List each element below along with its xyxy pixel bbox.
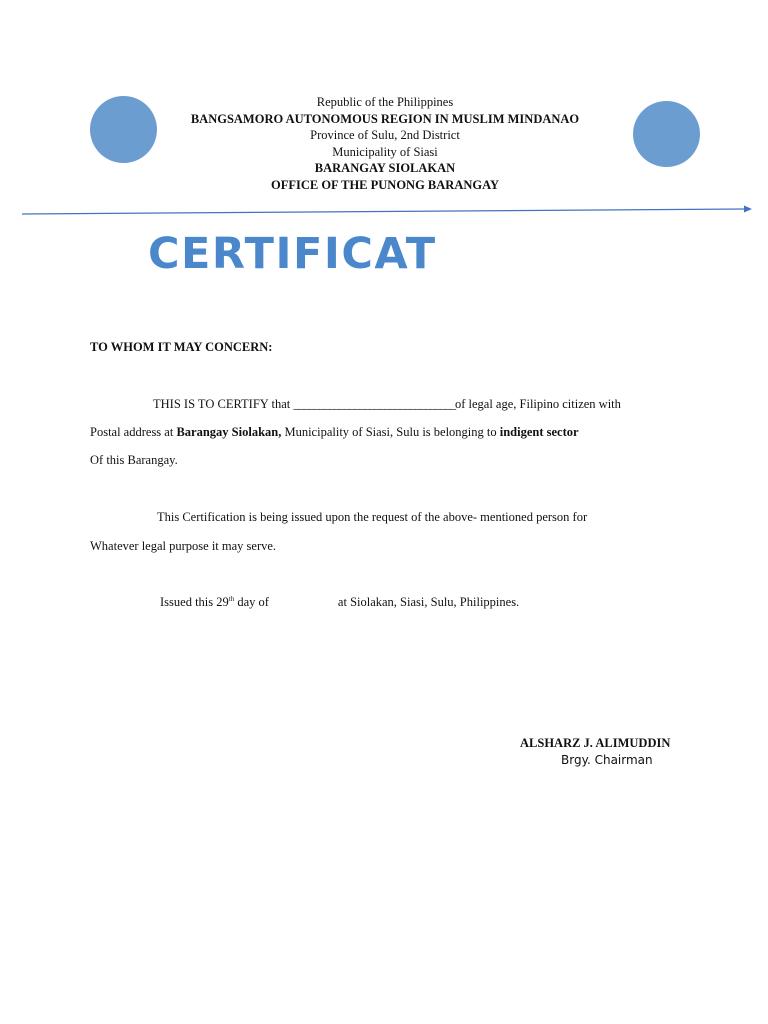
- divider-line: [22, 209, 746, 214]
- paragraph-2-line-1: [90, 509, 690, 525]
- address-middle: Municipality of Siasi, Sulu is belonging to: [281, 425, 500, 439]
- issued-line: [90, 594, 690, 610]
- name-blank-line: ________________________________: [293, 397, 455, 411]
- certify-text: THIS IS TO CERTIFY that: [153, 397, 294, 411]
- letterhead-office: OFFICE OF THE PUNONG BARANGAY: [270, 177, 500, 192]
- paragraph-1-line-3: Of this Barangay.: [90, 453, 178, 467]
- indigent-sector-bold: indigent sector: [499, 425, 579, 439]
- issued-ordinal-suffix: th: [228, 595, 235, 603]
- signatory-title: Brgy. Chairman: [561, 753, 653, 767]
- salutation: TO WHOM IT MAY CONCERN:: [90, 340, 273, 354]
- letterhead-country: Republic of the Philippines: [316, 95, 454, 109]
- issued-place: at Siolakan, Siasi, Sulu, Philippines.: [337, 595, 520, 609]
- purpose-text: This Certification is being issued upon the request of the above- mentioned person for: [157, 510, 588, 524]
- address-prefix: Postal address at: [90, 425, 177, 439]
- divider-arrowhead: [744, 206, 752, 213]
- letterhead-barangay: BARANGAY SIOLAKAN: [314, 161, 456, 176]
- header-divider-arrow: [0, 0, 768, 230]
- certificate-title: CERTIFICAT: [148, 229, 437, 279]
- letterhead-region: BANGSAMORO AUTONOMOUS REGION IN MUSLIM MINDANAO: [190, 111, 580, 126]
- issued-day-of: day of: [234, 595, 269, 609]
- signatory-name: ALSHARZ J. ALIMUDDIN: [520, 736, 671, 750]
- paragraph-2-line-2: Whatever legal purpose it may serve.: [90, 539, 277, 553]
- paragraph-1-line-2: [90, 424, 690, 440]
- letterhead-province: Province of Sulu, 2nd District: [310, 128, 460, 143]
- letterhead-municipality: Municipality of Siasi: [332, 144, 438, 159]
- paragraph-1-line-1: [90, 396, 690, 412]
- issued-prefix: Issued this 29: [160, 595, 229, 609]
- barangay-name-bold: Barangay Siolakan,: [176, 425, 282, 439]
- certify-text-end: of legal age, Filipino citizen with: [454, 397, 621, 411]
